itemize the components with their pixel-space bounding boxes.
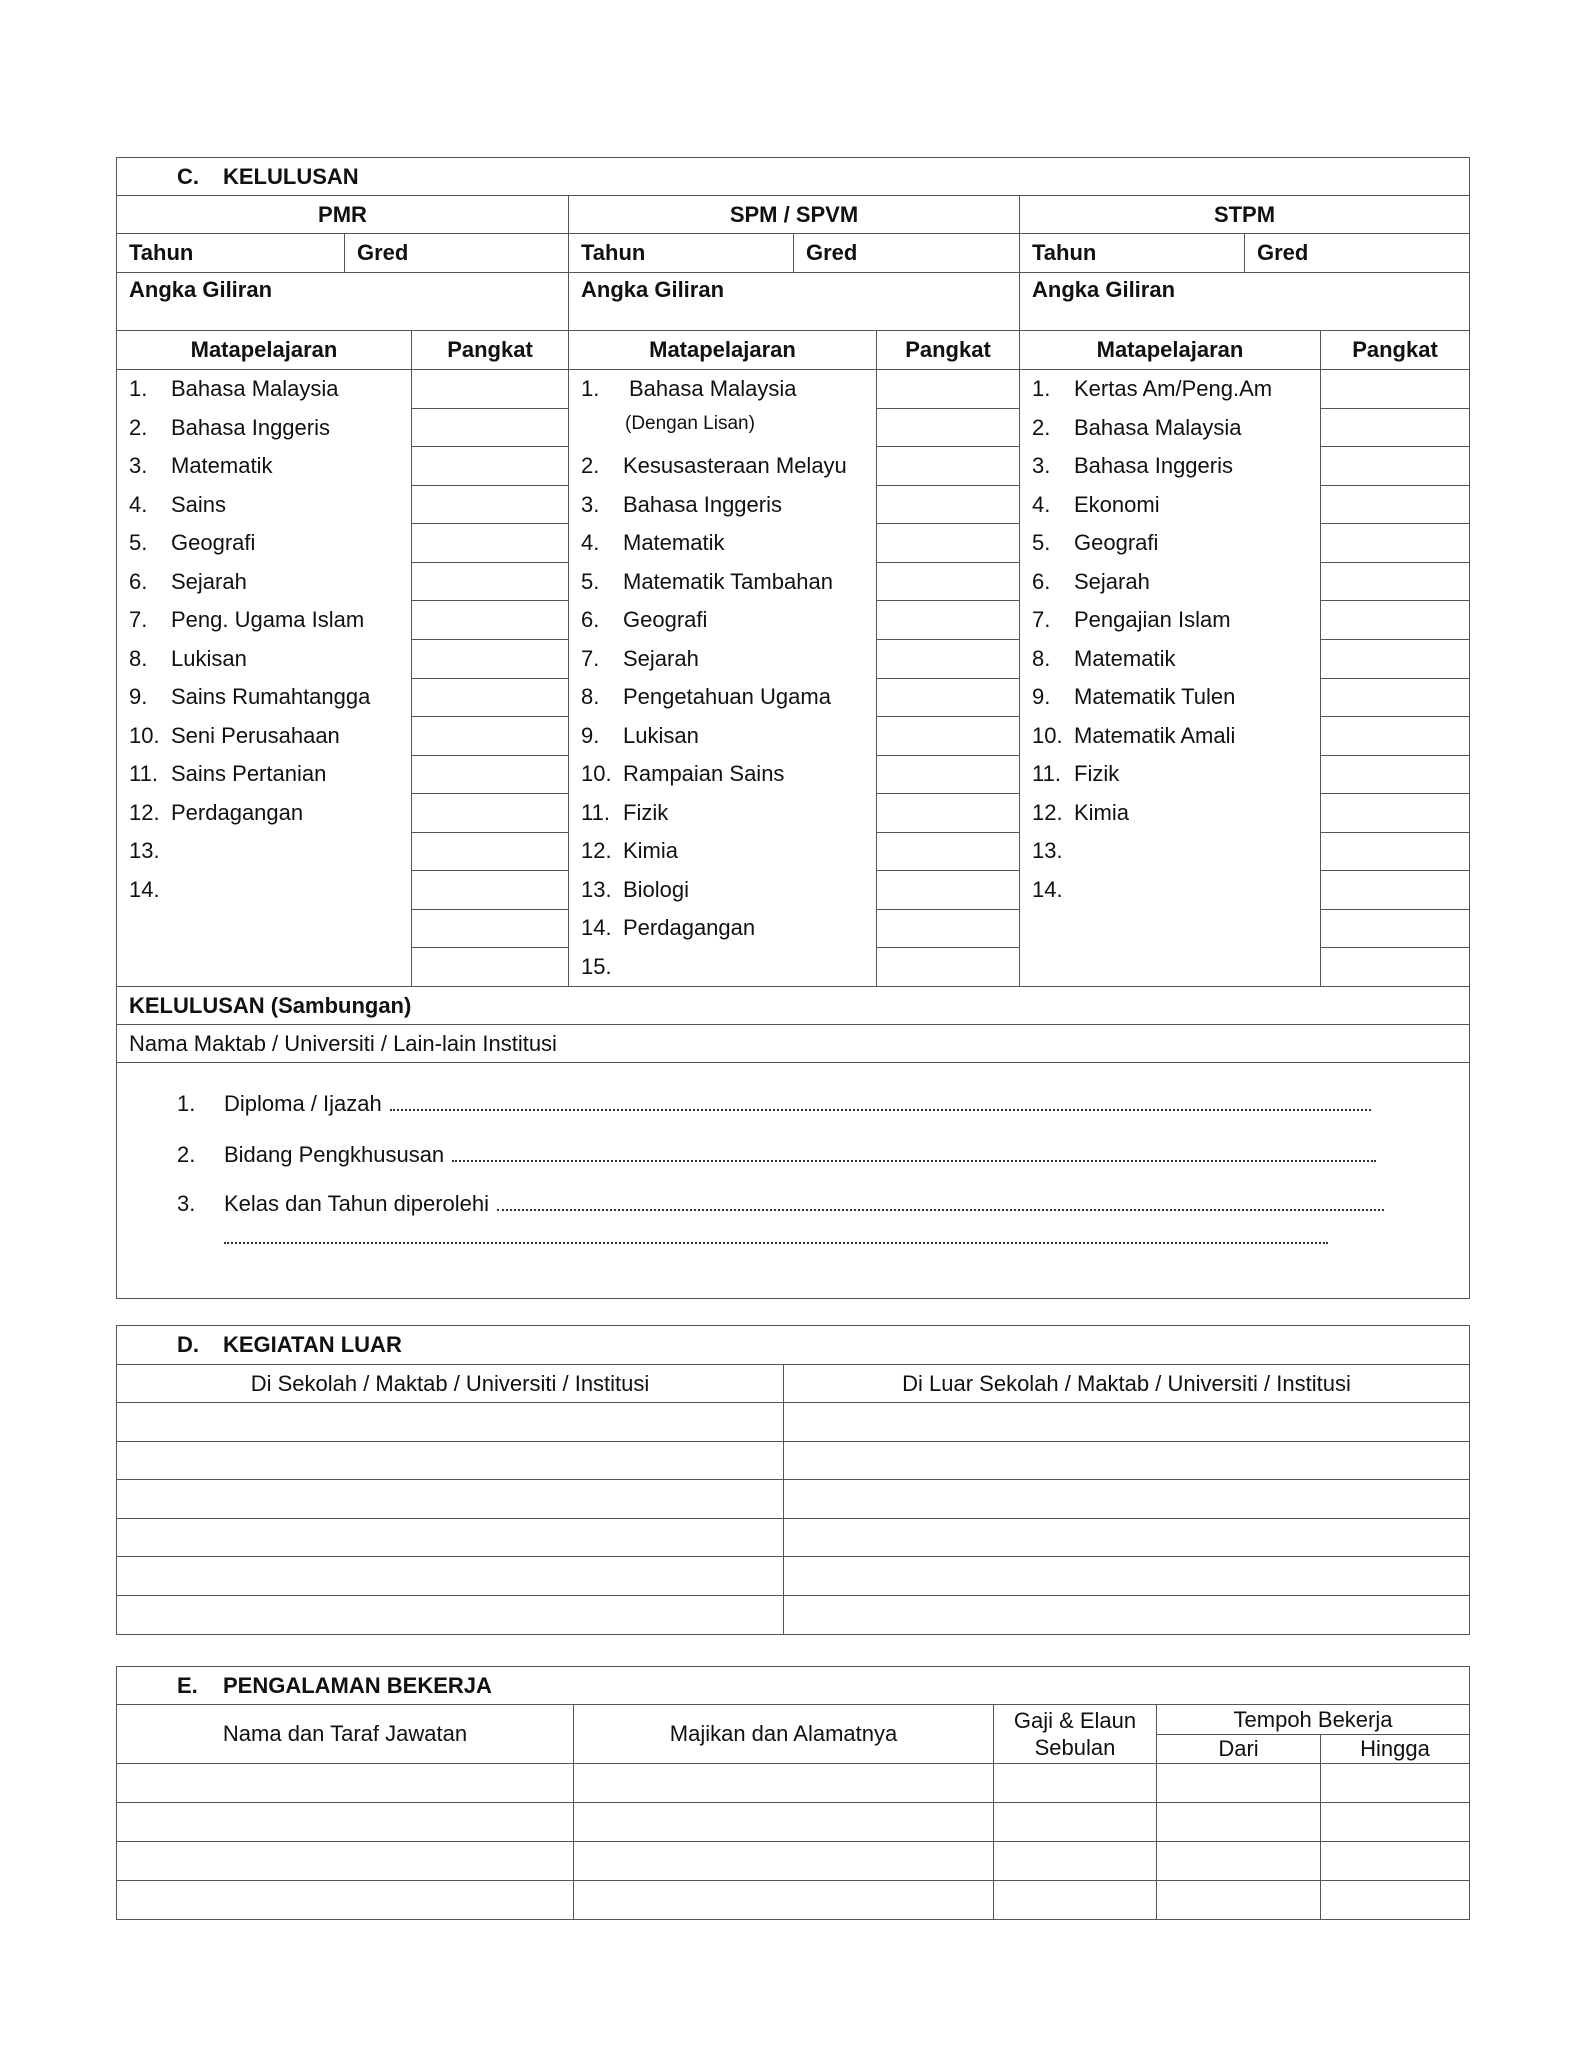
subject-item bbox=[1032, 717, 1308, 756]
subject-number: 11. bbox=[581, 799, 610, 825]
employer-cell[interactable] bbox=[574, 1803, 994, 1842]
employer-cell[interactable] bbox=[574, 1881, 994, 1920]
subject-name: Pengajian Islam bbox=[1074, 607, 1231, 632]
year-field[interactable]: Tahun bbox=[1020, 234, 1245, 273]
grade-input-cell[interactable] bbox=[1321, 639, 1470, 678]
subject-item bbox=[129, 909, 399, 948]
grade-input-cell[interactable] bbox=[877, 370, 1020, 409]
subject-name: Bahasa Malaysia bbox=[629, 376, 797, 401]
subject-item bbox=[581, 447, 864, 486]
outside-activity-cell[interactable] bbox=[784, 1441, 1470, 1480]
subject-item bbox=[581, 524, 864, 563]
employer-cell[interactable] bbox=[574, 1764, 994, 1803]
subject-name: Bahasa Inggeris bbox=[1074, 453, 1233, 478]
subject-number: 13. bbox=[581, 876, 612, 902]
grade-input-cell[interactable] bbox=[1321, 794, 1470, 833]
subject-item bbox=[129, 563, 399, 602]
institution-name-field[interactable]: Nama Maktab / Universiti / Lain-lain Institusi bbox=[117, 1025, 1470, 1063]
subject-name: Matematik bbox=[171, 453, 273, 478]
employer-cell[interactable] bbox=[574, 1842, 994, 1881]
subject-name: (Dengan Lisan) bbox=[625, 412, 755, 434]
grade-input-cell[interactable] bbox=[1321, 678, 1470, 717]
section-c-title bbox=[117, 158, 1470, 196]
section-d-kegiatan-luar-table bbox=[116, 1325, 1470, 1635]
subject-number: 3. bbox=[1032, 453, 1051, 478]
subject-item bbox=[1032, 563, 1308, 602]
grade-input-cell[interactable] bbox=[877, 948, 1020, 987]
grade-input-cell[interactable] bbox=[412, 524, 569, 563]
subject-number: 4. bbox=[581, 530, 600, 555]
qualification-details-box bbox=[117, 1063, 1470, 1299]
grade-input-cell[interactable] bbox=[1321, 755, 1470, 794]
subject-name: Kertas Am/Peng.Am bbox=[1074, 376, 1273, 401]
subject-item bbox=[129, 601, 399, 640]
inside-activity-cell[interactable] bbox=[117, 1480, 784, 1519]
subject-item bbox=[1032, 794, 1308, 833]
subject-item bbox=[129, 678, 399, 717]
grade-input-cell[interactable] bbox=[877, 871, 1020, 910]
subject-number: 3. bbox=[129, 453, 148, 478]
subject-name: Kimia bbox=[623, 838, 679, 863]
exam-header: PMR bbox=[117, 196, 569, 234]
grade-input-cell[interactable] bbox=[1321, 832, 1470, 871]
subject-number: 1. bbox=[129, 376, 148, 401]
subject-item bbox=[1032, 447, 1308, 486]
position-cell[interactable] bbox=[117, 1842, 574, 1881]
grade-header: Pangkat bbox=[412, 331, 569, 370]
grade-input-cell[interactable] bbox=[1321, 601, 1470, 640]
subject-name: Matematik bbox=[623, 530, 725, 555]
grade-input-cell[interactable] bbox=[412, 447, 569, 486]
col-period: Tempoh Bekerja bbox=[1157, 1705, 1470, 1735]
grade-input-cell[interactable] bbox=[412, 601, 569, 640]
subject-name: Lukisan bbox=[623, 722, 699, 748]
subject-number: 14. bbox=[581, 915, 612, 940]
subject-number: 6. bbox=[1032, 568, 1051, 594]
section-e-pengalaman-bekerja-table bbox=[116, 1666, 1470, 1920]
subject-item bbox=[129, 794, 399, 833]
grade-input-cell[interactable] bbox=[877, 562, 1020, 601]
grade-input-cell[interactable] bbox=[1321, 948, 1470, 987]
salary-cell[interactable] bbox=[994, 1764, 1157, 1803]
subject-item bbox=[129, 370, 399, 409]
grade-input-cell[interactable] bbox=[412, 562, 569, 601]
subject-header: Matapelajaran bbox=[117, 331, 412, 370]
subject-name: Sains bbox=[171, 491, 227, 517]
col-salary: Gaji & Elaun Sebulan bbox=[994, 1705, 1157, 1764]
subject-item bbox=[581, 948, 864, 987]
grade-input-cell[interactable] bbox=[412, 639, 569, 678]
subject-item bbox=[1032, 755, 1308, 794]
subject-number: 4. bbox=[1032, 491, 1051, 517]
subject-name: Ekonomi bbox=[1074, 491, 1160, 517]
subject-item bbox=[1032, 601, 1308, 640]
from-cell[interactable] bbox=[1157, 1881, 1321, 1920]
inside-activity-cell[interactable] bbox=[117, 1441, 784, 1480]
subject-name: Matematik Amali bbox=[1074, 722, 1236, 748]
subject-number: 12. bbox=[129, 799, 160, 825]
from-cell[interactable] bbox=[1157, 1842, 1321, 1881]
grade-input-cell[interactable] bbox=[412, 678, 569, 717]
grade-input-cell[interactable] bbox=[877, 601, 1020, 640]
position-cell[interactable] bbox=[117, 1803, 574, 1842]
subject-name: Sains Rumahtangga bbox=[171, 684, 371, 709]
subject-number: 14. bbox=[129, 876, 160, 902]
exam-header: SPM / SPVM bbox=[569, 196, 1020, 234]
index-number-field[interactable]: Angka Giliran bbox=[569, 273, 1020, 331]
subject-number: 2. bbox=[581, 453, 600, 478]
salary-cell[interactable] bbox=[994, 1881, 1157, 1920]
outside-activity-cell[interactable] bbox=[784, 1480, 1470, 1519]
section-e-title: E. PENGALAMAN BEKERJA bbox=[117, 1667, 1470, 1705]
grade-input-cell[interactable] bbox=[412, 755, 569, 794]
grade-input-cell[interactable] bbox=[877, 447, 1020, 486]
subject-item bbox=[581, 640, 864, 679]
grade-field[interactable]: Gred bbox=[345, 234, 569, 273]
grade-input-cell[interactable] bbox=[877, 678, 1020, 717]
activity-row bbox=[117, 1441, 1470, 1480]
grade-input-cell[interactable] bbox=[877, 717, 1020, 756]
subject-name: Kimia bbox=[1074, 799, 1130, 825]
grade-field[interactable]: Gred bbox=[794, 234, 1020, 273]
activity-row bbox=[117, 1518, 1470, 1557]
subject-item bbox=[581, 871, 864, 910]
subject-number: 8. bbox=[129, 645, 148, 671]
subject-number: 2. bbox=[129, 414, 148, 440]
subject-number: 5. bbox=[129, 530, 148, 555]
to-cell[interactable] bbox=[1321, 1764, 1470, 1803]
subject-name: Bahasa Malaysia bbox=[1074, 414, 1242, 440]
work-experience-row bbox=[117, 1881, 1470, 1920]
col-employer: Majikan dan Alamatnya bbox=[574, 1705, 994, 1764]
section-d-title: D. KEGIATAN LUAR bbox=[117, 1326, 1470, 1365]
grade-field[interactable]: Gred bbox=[1245, 234, 1470, 273]
work-experience-row bbox=[117, 1764, 1470, 1803]
subject-number: 10. bbox=[1032, 722, 1063, 748]
inside-activity-cell[interactable] bbox=[117, 1595, 784, 1634]
year-field[interactable]: Tahun bbox=[569, 234, 794, 273]
subject-number: 9. bbox=[1032, 684, 1051, 709]
index-number-field[interactable]: Angka Giliran bbox=[1020, 273, 1470, 331]
subject-number: 8. bbox=[581, 684, 600, 709]
grade-input-cell[interactable] bbox=[877, 832, 1020, 871]
inside-activity-cell[interactable] bbox=[117, 1557, 784, 1596]
subject-item bbox=[129, 717, 399, 756]
subject-number: 9. bbox=[129, 684, 148, 709]
outside-activity-cell[interactable] bbox=[784, 1557, 1470, 1596]
position-cell[interactable] bbox=[117, 1881, 574, 1920]
grade-input-cell[interactable] bbox=[1321, 408, 1470, 447]
activity-row bbox=[117, 1557, 1470, 1596]
subject-name: Geografi bbox=[171, 530, 256, 555]
subject-item bbox=[129, 486, 399, 525]
subject-number: 5. bbox=[1032, 530, 1051, 555]
subject-item bbox=[581, 909, 864, 948]
grade-header: Pangkat bbox=[877, 331, 1020, 370]
subject-item bbox=[581, 563, 864, 602]
subject-item bbox=[1032, 486, 1308, 525]
class-year-continuation-field[interactable] bbox=[224, 1242, 1334, 1250]
subject-name: Geografi bbox=[623, 607, 708, 632]
subject-item bbox=[581, 601, 864, 640]
grade-input-cell[interactable] bbox=[412, 948, 569, 987]
subject-name: Matematik Tulen bbox=[1074, 684, 1236, 709]
subject-name: Sejarah bbox=[1074, 568, 1150, 594]
inside-activity-cell[interactable] bbox=[117, 1403, 784, 1442]
continuation-title: KELULUSAN (Sambungan) bbox=[117, 987, 1470, 1025]
subject-number: 8. bbox=[1032, 645, 1051, 671]
subject-item bbox=[129, 409, 399, 448]
grade-input-cell[interactable] bbox=[877, 755, 1020, 794]
subject-number: 7. bbox=[1032, 607, 1051, 632]
grade-header: Pangkat bbox=[1321, 331, 1470, 370]
subject-name: Lukisan bbox=[171, 645, 247, 671]
subject-item bbox=[1032, 678, 1308, 717]
from-cell[interactable] bbox=[1157, 1803, 1321, 1842]
year-field[interactable]: Tahun bbox=[117, 234, 345, 273]
subject-item bbox=[1032, 409, 1308, 448]
subject-list bbox=[117, 370, 412, 987]
activity-row bbox=[117, 1403, 1470, 1442]
subject-item bbox=[581, 717, 864, 756]
subject-item bbox=[129, 832, 399, 871]
subject-item bbox=[581, 409, 864, 448]
grade-input-cell[interactable] bbox=[412, 794, 569, 833]
subject-name: Seni Perusahaan bbox=[171, 722, 340, 748]
subject-item bbox=[129, 640, 399, 679]
grade-input-cell[interactable] bbox=[877, 909, 1020, 948]
work-experience-row bbox=[117, 1803, 1470, 1842]
subject-name: Sains Pertanian bbox=[171, 761, 327, 786]
index-number-field[interactable]: Angka Giliran bbox=[117, 273, 569, 331]
grade-input-cell[interactable] bbox=[1321, 562, 1470, 601]
specialization-field[interactable]: 2. Bidang Pengkhususan bbox=[177, 1142, 1382, 1168]
work-experience-row bbox=[117, 1842, 1470, 1881]
subject-number: 2. bbox=[1032, 414, 1051, 440]
col-inside-institution: Di Sekolah / Maktab / Universiti / Institusi bbox=[117, 1365, 784, 1403]
col-outside-institution: Di Luar Sekolah / Maktab / Universiti / Institusi bbox=[784, 1365, 1470, 1403]
subject-list bbox=[569, 370, 877, 987]
subject-name: Peng. Ugama Islam bbox=[171, 607, 365, 632]
grade-input-cell[interactable] bbox=[412, 408, 569, 447]
grade-input-cell[interactable] bbox=[1321, 717, 1470, 756]
subject-item bbox=[581, 755, 864, 794]
grade-input-cell[interactable] bbox=[1321, 447, 1470, 486]
grade-input-cell[interactable] bbox=[1321, 871, 1470, 910]
subject-number: 7. bbox=[129, 607, 148, 632]
subject-name: Pengetahuan Ugama bbox=[623, 684, 831, 709]
subject-item bbox=[1032, 370, 1308, 409]
subject-header: Matapelajaran bbox=[1020, 331, 1321, 370]
subject-name: Sejarah bbox=[171, 568, 247, 594]
exam-header: STPM bbox=[1020, 196, 1470, 234]
subject-number: 1. bbox=[581, 376, 600, 401]
subject-item bbox=[1032, 524, 1308, 563]
grade-input-cell[interactable] bbox=[412, 370, 569, 409]
section-title: KELULUSAN bbox=[223, 163, 359, 189]
subject-number: 9. bbox=[581, 722, 600, 748]
grade-input-cell[interactable] bbox=[412, 832, 569, 871]
subject-item bbox=[581, 794, 864, 833]
position-cell[interactable] bbox=[117, 1764, 574, 1803]
subject-name: Fizik bbox=[623, 799, 669, 825]
subject-number: 12. bbox=[1032, 799, 1063, 825]
subject-header: Matapelajaran bbox=[569, 331, 877, 370]
subject-number: 11. bbox=[129, 761, 158, 786]
subject-item bbox=[581, 486, 864, 525]
subject-name: Perdagangan bbox=[623, 915, 756, 940]
subject-item bbox=[1032, 909, 1308, 948]
outside-activity-cell[interactable] bbox=[784, 1518, 1470, 1557]
from-cell[interactable] bbox=[1157, 1764, 1321, 1803]
section-letter: C. bbox=[177, 163, 199, 189]
to-cell[interactable] bbox=[1321, 1803, 1470, 1842]
subject-item bbox=[581, 832, 864, 871]
grade-input-cell[interactable] bbox=[877, 485, 1020, 524]
diploma-field[interactable]: 1. Diploma / Ijazah bbox=[177, 1091, 1377, 1117]
subject-number: 14. bbox=[1032, 876, 1063, 902]
to-cell[interactable] bbox=[1321, 1881, 1470, 1920]
activity-row bbox=[117, 1480, 1470, 1519]
col-from: Dari bbox=[1157, 1735, 1321, 1764]
outside-activity-cell[interactable] bbox=[784, 1403, 1470, 1442]
subject-number: 12. bbox=[581, 838, 612, 863]
subject-item bbox=[129, 447, 399, 486]
subject-name: Matematik Tambahan bbox=[623, 568, 833, 594]
subject-number: 6. bbox=[581, 607, 600, 632]
subject-item bbox=[1032, 871, 1308, 910]
to-cell[interactable] bbox=[1321, 1842, 1470, 1881]
grade-input-cell[interactable] bbox=[1321, 524, 1470, 563]
subject-number: 13. bbox=[129, 838, 160, 863]
subject-name: Perdagangan bbox=[171, 799, 304, 825]
grade-input-cell[interactable] bbox=[877, 794, 1020, 833]
inside-activity-cell[interactable] bbox=[117, 1518, 784, 1557]
outside-activity-cell[interactable] bbox=[784, 1595, 1470, 1634]
subject-name: Sejarah bbox=[623, 645, 699, 671]
subject-number: 6. bbox=[129, 568, 148, 594]
grade-input-cell[interactable] bbox=[412, 717, 569, 756]
subject-number: 10. bbox=[129, 722, 160, 748]
subject-item bbox=[129, 524, 399, 563]
subject-name: Fizik bbox=[1074, 761, 1120, 786]
subject-item bbox=[1032, 640, 1308, 679]
grade-input-cell[interactable] bbox=[877, 524, 1020, 563]
subject-name: Bahasa Inggeris bbox=[623, 491, 782, 517]
subject-number: 4. bbox=[129, 491, 148, 517]
grade-input-cell[interactable] bbox=[877, 408, 1020, 447]
col-to: Hingga bbox=[1321, 1735, 1470, 1764]
grade-input-cell[interactable] bbox=[1321, 485, 1470, 524]
subject-list bbox=[1020, 370, 1321, 987]
subject-name: Biologi bbox=[623, 876, 690, 902]
col-position: Nama dan Taraf Jawatan bbox=[117, 1705, 574, 1764]
subject-number: 15. bbox=[581, 953, 612, 979]
subject-item bbox=[129, 948, 399, 987]
subject-number: 1. bbox=[1032, 376, 1051, 401]
subject-number: 10. bbox=[581, 761, 612, 786]
subject-name: Bahasa Malaysia bbox=[171, 376, 339, 401]
subject-number: 5. bbox=[581, 568, 600, 594]
salary-cell[interactable] bbox=[994, 1803, 1157, 1842]
subject-row bbox=[117, 370, 1470, 409]
subject-name: Geografi bbox=[1074, 530, 1159, 555]
subject-name: Rampaian Sains bbox=[623, 761, 785, 786]
section-c-kelulusan-table bbox=[116, 157, 1470, 1299]
grade-input-cell[interactable] bbox=[1321, 909, 1470, 948]
subject-item bbox=[1032, 832, 1308, 871]
class-year-field[interactable]: 3. Kelas dan Tahun diperolehi bbox=[177, 1191, 1390, 1217]
subject-name: Matematik bbox=[1074, 645, 1176, 671]
subject-number: 11. bbox=[1032, 761, 1061, 786]
subject-item bbox=[1032, 948, 1308, 987]
subject-name: Kesusasteraan Melayu bbox=[623, 453, 847, 478]
grade-input-cell[interactable] bbox=[412, 485, 569, 524]
grade-input-cell[interactable] bbox=[412, 909, 569, 948]
subject-number: 13. bbox=[1032, 838, 1063, 863]
salary-cell[interactable] bbox=[994, 1842, 1157, 1881]
subject-item bbox=[581, 370, 864, 409]
subject-name: Bahasa Inggeris bbox=[171, 414, 330, 440]
grade-input-cell[interactable] bbox=[412, 871, 569, 910]
grade-input-cell[interactable] bbox=[877, 639, 1020, 678]
activity-row bbox=[117, 1595, 1470, 1634]
subject-number: 3. bbox=[581, 491, 600, 517]
grade-input-cell[interactable] bbox=[1321, 370, 1470, 409]
subject-item bbox=[129, 755, 399, 794]
subject-item bbox=[581, 678, 864, 717]
subject-number: 7. bbox=[581, 645, 600, 671]
subject-item bbox=[129, 871, 399, 910]
